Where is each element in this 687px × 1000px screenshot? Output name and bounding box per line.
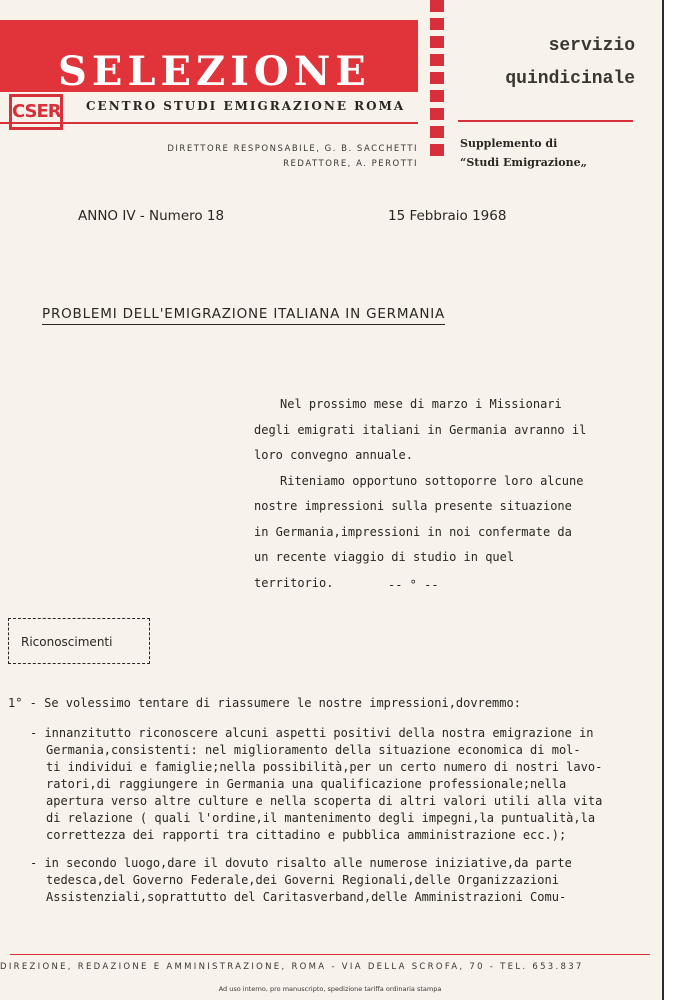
intro-line: loro convegno annuale. — [254, 448, 413, 462]
section-separator: -- ° -- — [388, 578, 439, 592]
bullet-2-line: Assistenziali,soprattutto del Caritasverband,delle Amministrazioni Comu- — [46, 890, 567, 904]
bullet-1-line: Germania,consistenti: nel miglioramento della situazione economica di mol- — [46, 743, 581, 757]
editor-line: REDATTORE, A. PEROTTI — [283, 159, 418, 169]
intro-line: un recente viaggio di studio in quel territorio. — [254, 550, 515, 590]
intro-line: Riteniamo opportuno sottoporre loro alcune — [280, 473, 584, 488]
red-square-column — [430, 0, 444, 162]
footer-address: DIREZIONE, REDAZIONE E AMMINISTRAZIONE, ROMA - VIA DELLA SCROFA, 70 - TEL. 653.837 — [0, 962, 584, 972]
point-1: 1° - Se volessimo tentare di riassumere le nostre impressioni,dovremmo: — [8, 696, 521, 710]
bullet-1-line: di relazione ( quali l'ordine,il mantenimento degli impegni,la puntualità,la — [46, 811, 596, 825]
footer-rule — [10, 954, 650, 955]
bullet-1-line: ti individui e famiglie;nella possibilità,per un certo numero di nostri lavo- — [46, 760, 603, 774]
intro-line: Nel prossimo mese di marzo i Missionari — [280, 397, 562, 411]
issue-number: ANNO IV - Numero 18 — [78, 208, 225, 224]
service-rule — [458, 120, 633, 122]
article-headline: PROBLEMI DELL'EMIGRAZIONE ITALIANA IN GERMANIA — [42, 306, 445, 325]
footer-note: Ad uso interno, pro manuscripto, spedizione tariffa ordinaria stampa — [218, 985, 442, 993]
cser-logo: CSER — [9, 94, 63, 130]
bullet-1-line: correttezza dei rapporti tra cittadino e pubblica amministrazione ecc.); — [46, 828, 567, 842]
bullet-1-line: - innanzitutto riconoscere alcuni aspetti positivi della nostra emigrazione in — [30, 726, 594, 740]
article-intro — [254, 392, 599, 596]
masthead-banner — [0, 20, 418, 95]
masthead-rule — [0, 122, 418, 124]
supplement-line-1: Supplemento di — [460, 137, 558, 150]
director-line: DIRETTORE RESPONSABILE, G. B. SACCHETTI — [167, 144, 418, 154]
supplement-note — [460, 134, 587, 172]
service-line-1: servizio — [548, 36, 635, 56]
bullet-1-line: apertura verso altre culture e nella scoperta di altri valori utili alla vita — [46, 794, 603, 808]
editorial-credits — [140, 142, 418, 172]
supplement-line-2: “Studi Emigrazione„ — [460, 156, 587, 169]
service-label — [470, 30, 635, 96]
masthead-subtitle: CENTRO STUDI EMIGRAZIONE ROMA — [86, 99, 406, 113]
intro-line: in Germania,impressioni in noi confermate da — [254, 524, 572, 539]
bullet-1-line: ratori,di raggiungere in Germania una qualificazione professionale;nella — [46, 777, 567, 791]
intro-line: nostre impressioni sulla presente situazione — [254, 499, 572, 513]
masthead-title: SELEZIONE — [58, 48, 371, 95]
service-line-2: quindicinale — [505, 69, 635, 89]
intro-line: degli emigrati italiani in Germania avranno il — [254, 422, 587, 437]
section-heading-box: Riconoscimenti — [8, 618, 150, 664]
bullet-2-line: - in secondo luogo,dare il dovuto risalto alle numerose iniziative,da parte — [30, 856, 572, 870]
bullet-2-line: tedesca,del Governo Federale,dei Governi Regionali,delle Organizzazioni — [46, 873, 559, 887]
issue-date: 15 Febbraio 1968 — [388, 208, 507, 224]
